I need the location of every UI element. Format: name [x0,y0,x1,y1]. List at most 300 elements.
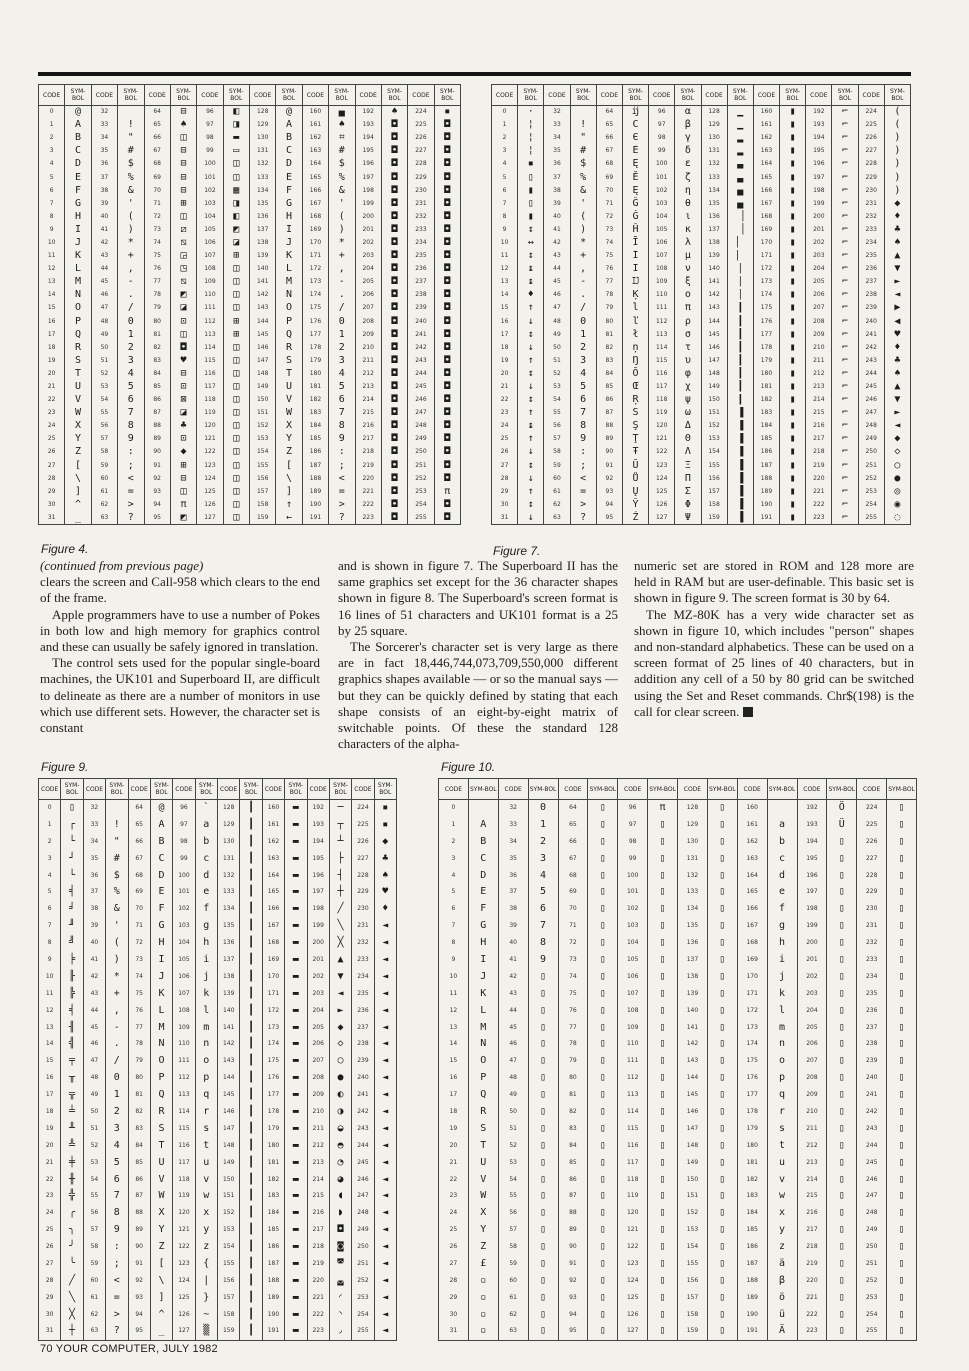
symbol-cell: ▯ [887,1087,917,1104]
symbol-cell: ⊟ [170,158,196,171]
symbol-cell: ▯ [707,1188,737,1205]
table-row [492,367,911,380]
symbol-cell: ↑ [518,485,544,498]
symbol-cell: ▬ [285,1306,307,1323]
symbol-cell: ◆ [329,1019,351,1036]
symbol-cell: ◩ [170,289,196,302]
code-cell: 7 [492,197,518,210]
symbol-cell: ♥ [170,354,196,367]
code-cell: 141 [701,276,727,289]
symbol-cell: ▬ [285,985,307,1002]
figure-7-table [491,84,911,525]
symbol-cell: ▯ [588,968,618,985]
code-cell: 121 [197,433,223,446]
symbol-cell: r [195,1104,217,1121]
symbol-cell: T [276,367,302,380]
code-cell: 163 [262,850,284,867]
code-cell: 229 [857,884,887,901]
symbol-cell: W [65,407,91,420]
code-cell: 152 [218,1205,240,1222]
code-cell: 189 [737,1289,767,1306]
symbol-cell: ┃ [240,1171,262,1188]
symbol-cell: ▯ [588,1070,618,1087]
code-cell: 104 [618,935,648,952]
symbol-cell: y [767,1222,797,1239]
code-cell: 19 [39,354,65,367]
code-cell: 201 [797,952,827,969]
code-cell: 8 [439,935,469,952]
code-cell: 34 [83,833,105,850]
code-cell: 148 [701,367,727,380]
code-cell: 38 [83,901,105,918]
code-cell: 237 [858,276,884,289]
code-cell: 38 [544,184,570,197]
code-cell: 74 [144,236,170,249]
code-cell: 75 [596,250,622,263]
code-cell: 14 [39,1036,61,1053]
code-cell: 153 [218,1222,240,1239]
symbol-cell: ▯ [648,1188,678,1205]
code-cell: 214 [307,1171,329,1188]
code-cell: 146 [218,1104,240,1121]
code-cell: 148 [218,1137,240,1154]
table-row [39,145,461,158]
code-cell: 86 [596,394,622,407]
symbol-cell: N [468,1036,498,1053]
code-cell: 65 [558,816,588,833]
symbol-cell: ╪ [61,1154,83,1171]
symbol-cell: ▯ [887,1289,917,1306]
table-row [492,459,911,472]
symbol-cell: S [150,1120,172,1137]
col3-paragraph-2-text: The MZ-80K has a very wide character set as shown in figure 10, which includes "person" shapes and non-standard alphabetics. These can be used on a screen format of 25 lines of 40 characters, but in addition any cell of a 50 by 80 grid can be switched using the Set and Reset commands. Chr$(198) is the call for clear screen. [634,606,914,719]
code-cell: 127 [618,1323,648,1340]
code-cell: 25 [439,1222,469,1239]
symbol-cell: L [276,263,302,276]
code-cell: 195 [355,145,381,158]
code-cell: 55 [91,407,117,420]
code-cell: 4 [492,158,518,171]
code-cell: 62 [544,498,570,511]
symbol-cell: z [767,1239,797,1256]
code-cell: 23 [39,1188,61,1205]
symbol-cell: . [570,289,596,302]
symbol-cell: ⌐ [832,472,858,485]
symbol-cell: ▯ [887,952,917,969]
table-row [39,485,461,498]
code-cell: 230 [408,184,434,197]
code-cell: 21 [492,380,518,393]
symbol-cell: ┃ [240,1239,262,1256]
code-cell: 211 [797,1120,827,1137]
code-cell: 59 [91,459,117,472]
symbol-cell: ◄ [374,1222,396,1239]
symbol-cell: ◫ [223,394,249,407]
symbol-cell: % [329,171,355,184]
code-cell: 224 [352,800,374,817]
code-cell: 18 [39,341,65,354]
code-cell: 11 [39,250,65,263]
code-cell: 158 [250,498,276,511]
symbol-cell: ♠ [170,119,196,132]
symbol-cell: ◆ [884,197,910,210]
symbol-cell: 7 [528,918,558,935]
code-cell: 211 [806,354,832,367]
symbol-cell: ◘ [434,263,460,276]
symbol-cell: ┼ [61,1323,83,1340]
code-cell: 174 [302,289,328,302]
table-row [39,968,397,985]
symbol-cell: ▯ [887,935,917,952]
symbol-header: SYM-BOL [65,85,91,106]
code-cell: 150 [678,1171,708,1188]
symbol-cell: ◞ [329,1323,351,1340]
symbol-cell: Ψ [675,511,701,524]
code-cell: 180 [262,1137,284,1154]
symbol-cell: = [106,1289,128,1306]
symbol-cell: ▯ [887,1323,917,1340]
symbol-cell: ◘ [434,367,460,380]
code-cell: 114 [649,341,675,354]
symbol-cell: ▯ [827,1188,857,1205]
symbol-cell: ◘ [434,197,460,210]
symbol-header: SYM-BOL [223,85,249,106]
code-cell: 54 [544,394,570,407]
symbol-cell: π [648,800,678,817]
symbol-cell: ▯ [827,1019,857,1036]
symbol-cell: ▯ [827,1036,857,1053]
symbol-cell: k [195,985,217,1002]
symbol-cell: ┃ [240,1188,262,1205]
col2-paragraph-1: and is shown in figure 7. The Superboard II has the same graphics set except for the 36 character shapes shown in figure 8. The Superboard's screen format is 16 lines of 51 characters and UK101 format is a 25 by 25 square. [338,558,618,638]
symbol-cell: ◘ [170,341,196,354]
symbol-cell: : [570,446,596,459]
code-header: CODE [307,779,329,800]
table-row [439,1171,917,1188]
symbol-cell: ▯ [707,952,737,969]
symbol-cell: ▐ [727,459,753,472]
code-cell: 48 [498,1070,528,1087]
symbol-cell: G [150,918,172,935]
symbol-cell: c [767,850,797,867]
symbol-cell: z [195,1239,217,1256]
code-cell: 108 [618,1002,648,1019]
symbol-cell: H [276,210,302,223]
symbol-cell: , [118,263,144,276]
symbol-cell: X [150,1205,172,1222]
code-cell: 161 [753,119,779,132]
code-cell: 251 [857,1256,887,1273]
symbol-cell: ◉ [884,498,910,511]
code-cell: 12 [39,263,65,276]
code-cell: 88 [128,1205,150,1222]
symbol-cell: ◘ [381,315,407,328]
symbol-cell: ┼ [329,884,351,901]
code-cell: 185 [302,433,328,446]
code-cell: 35 [544,145,570,158]
code-cell: 149 [218,1154,240,1171]
code-cell: 231 [408,197,434,210]
code-cell: 173 [262,1019,284,1036]
code-cell: 201 [806,223,832,236]
code-cell: 13 [492,276,518,289]
code-cell: 109 [649,276,675,289]
code-cell: 67 [558,850,588,867]
symbol-cell: & [118,184,144,197]
symbol-cell: ▪ [374,800,396,817]
code-cell: 245 [858,380,884,393]
code-cell: 103 [173,918,195,935]
code-cell: 87 [558,1188,588,1205]
code-cell: 156 [218,1272,240,1289]
symbol-cell: M [276,276,302,289]
code-header: CODE [737,779,767,800]
code-cell: 44 [83,1002,105,1019]
code-cell: 218 [307,1239,329,1256]
symbol-cell: ▪ [374,816,396,833]
code-cell: 147 [701,354,727,367]
table-row [492,328,911,341]
symbol-cell: Ŏ [622,367,648,380]
code-cell: 245 [408,380,434,393]
code-cell: 102 [197,184,223,197]
table-row [439,1188,917,1205]
symbol-cell: ε [675,158,701,171]
code-cell: 135 [701,197,727,210]
code-cell: 124 [618,1272,648,1289]
code-cell: 175 [302,302,328,315]
code-cell: 41 [544,223,570,236]
symbol-cell: ↓ [518,446,544,459]
code-cell: 55 [498,1188,528,1205]
symbol-cell [570,106,596,119]
code-cell: 117 [173,1154,195,1171]
code-cell: 203 [797,985,827,1002]
code-cell: 23 [39,407,65,420]
table-row [39,1306,397,1323]
symbol-cell: ( [884,119,910,132]
code-cell: 26 [439,1239,469,1256]
symbol-cell: ▯ [887,1002,917,1019]
code-cell: 56 [83,1205,105,1222]
symbol-header: SYM-BOL [240,779,262,800]
symbol-cell: ▯ [648,1239,678,1256]
symbol-cell: % [106,884,128,901]
symbol-cell: f [195,901,217,918]
symbol-cell: ▯ [588,850,618,867]
symbol-cell: + [570,250,596,263]
symbol-cell: ▬ [285,800,307,817]
symbol-cell: ◄ [374,1323,396,1340]
code-cell: 87 [128,1188,150,1205]
code-cell: 112 [618,1070,648,1087]
symbol-cell: ▯ [588,952,618,969]
symbol-cell: E [65,171,91,184]
code-cell: 165 [262,884,284,901]
symbol-cell: ♠ [381,106,407,119]
code-cell: 5 [492,171,518,184]
symbol-header: SYM-BOL [767,779,797,800]
code-cell: 74 [596,236,622,249]
code-cell: 121 [618,1222,648,1239]
code-cell: 127 [173,1323,195,1340]
symbol-cell: ⌐ [832,459,858,472]
code-cell: 116 [197,367,223,380]
code-cell: 21 [439,1154,469,1171]
code-cell: 140 [678,1002,708,1019]
code-cell: 105 [173,952,195,969]
code-cell: 227 [408,145,434,158]
table-row [39,884,397,901]
code-cell: 242 [857,1104,887,1121]
code-cell: 64 [558,800,588,817]
code-cell: 239 [408,302,434,315]
code-cell: 183 [262,1188,284,1205]
symbol-cell: ▯ [588,1120,618,1137]
symbol-cell: ↓ [518,380,544,393]
code-cell: 224 [858,106,884,119]
code-cell: 9 [39,223,65,236]
symbol-cell: ▬ [285,1137,307,1154]
symbol-cell: ⌐ [832,132,858,145]
code-cell: 119 [649,407,675,420]
symbol-cell: ◩ [170,511,196,524]
symbol-cell: ╝ [61,935,83,952]
symbol-cell: / [106,1053,128,1070]
symbol-cell: x [195,1205,217,1222]
symbol-cell: ( [570,210,596,223]
code-cell: 41 [83,952,105,969]
code-cell: 144 [218,1070,240,1087]
code-cell: 122 [618,1239,648,1256]
symbol-cell: G [468,918,498,935]
symbol-cell: ◗ [329,1205,351,1222]
symbol-cell: X [276,420,302,433]
code-cell: 147 [218,1120,240,1137]
code-cell: 0 [39,106,65,119]
code-cell: 203 [355,250,381,263]
symbol-cell: ◘ [381,197,407,210]
code-cell: 222 [806,498,832,511]
table-row [492,236,911,249]
code-cell: 252 [408,472,434,485]
symbol-cell: > [329,498,355,511]
code-cell: 6 [439,901,469,918]
symbol-cell: ↓ [518,472,544,485]
code-cell: 237 [352,1019,374,1036]
symbol-cell: ▯ [887,833,917,850]
symbol-cell: ◑ [329,1104,351,1121]
code-cell: 186 [753,446,779,459]
table-row [39,1205,397,1222]
code-cell: 17 [439,1087,469,1104]
symbol-cell: ▮ [780,106,806,119]
code-cell: 134 [218,901,240,918]
code-cell: 56 [498,1205,528,1222]
symbol-cell: F [276,184,302,197]
code-cell: 32 [91,106,117,119]
table-row [492,380,911,393]
symbol-cell: Z [276,446,302,459]
code-cell: 165 [302,171,328,184]
symbol-cell: ⊡ [170,380,196,393]
symbol-cell: [ [150,1256,172,1273]
code-cell: 67 [128,850,150,867]
code-cell: 58 [83,1239,105,1256]
code-header: CODE [649,85,675,106]
code-cell: 97 [197,119,223,132]
symbol-cell: ◫ [223,472,249,485]
code-cell: 227 [857,850,887,867]
symbol-cell: d [767,867,797,884]
code-cell: 237 [857,1019,887,1036]
symbol-cell: 9 [570,433,596,446]
code-cell: 48 [83,1070,105,1087]
symbol-cell: ▬ [285,968,307,985]
code-cell: 249 [352,1222,374,1239]
symbol-cell: 2 [570,341,596,354]
table-row [439,800,917,817]
code-cell: 114 [197,341,223,354]
code-cell: 99 [649,145,675,158]
symbol-cell: ◇ [329,1036,351,1053]
code-cell: 202 [307,968,329,985]
code-cell: 255 [858,511,884,524]
table-row [39,935,397,952]
symbol-cell: ( [329,210,355,223]
symbol-cell: ⊞ [223,315,249,328]
symbol-cell: Ĳ [622,276,648,289]
symbol-cell: ▯ [648,1002,678,1019]
code-cell: 40 [91,210,117,223]
code-cell: 144 [678,1070,708,1087]
symbol-cell: + [106,985,128,1002]
symbol-cell: ┃ [240,918,262,935]
code-cell: 176 [737,1070,767,1087]
symbol-cell: s [767,1120,797,1137]
code-cell: 164 [737,867,767,884]
code-cell: 79 [596,302,622,315]
code-cell: 125 [173,1289,195,1306]
symbol-cell: ◄ [374,1087,396,1104]
code-cell: 90 [144,446,170,459]
symbol-cell: / [570,302,596,315]
symbol-cell: ┃ [240,1019,262,1036]
symbol-cell: ◘ [434,119,460,132]
symbol-cell: D [276,158,302,171]
symbol-cell: ' [106,918,128,935]
symbol-cell: ⌐ [832,184,858,197]
symbol-cell: ▯ [588,1137,618,1154]
symbol-cell: ▫ [468,1272,498,1289]
code-cell: 57 [83,1222,105,1239]
symbol-cell: Ŗ [622,394,648,407]
symbol-cell: ◫ [223,341,249,354]
code-cell: 219 [806,459,832,472]
code-cell: 254 [352,1306,374,1323]
code-cell: 181 [302,380,328,393]
code-cell: 175 [262,1053,284,1070]
code-cell: 104 [649,210,675,223]
symbol-cell: ↕ [518,394,544,407]
symbol-cell: 0 [570,315,596,328]
code-cell: 44 [498,1002,528,1019]
symbol-cell: ▬ [285,1239,307,1256]
code-cell: 193 [307,816,329,833]
code-cell: 189 [262,1289,284,1306]
code-cell: 153 [250,433,276,446]
code-cell: 133 [218,884,240,901]
